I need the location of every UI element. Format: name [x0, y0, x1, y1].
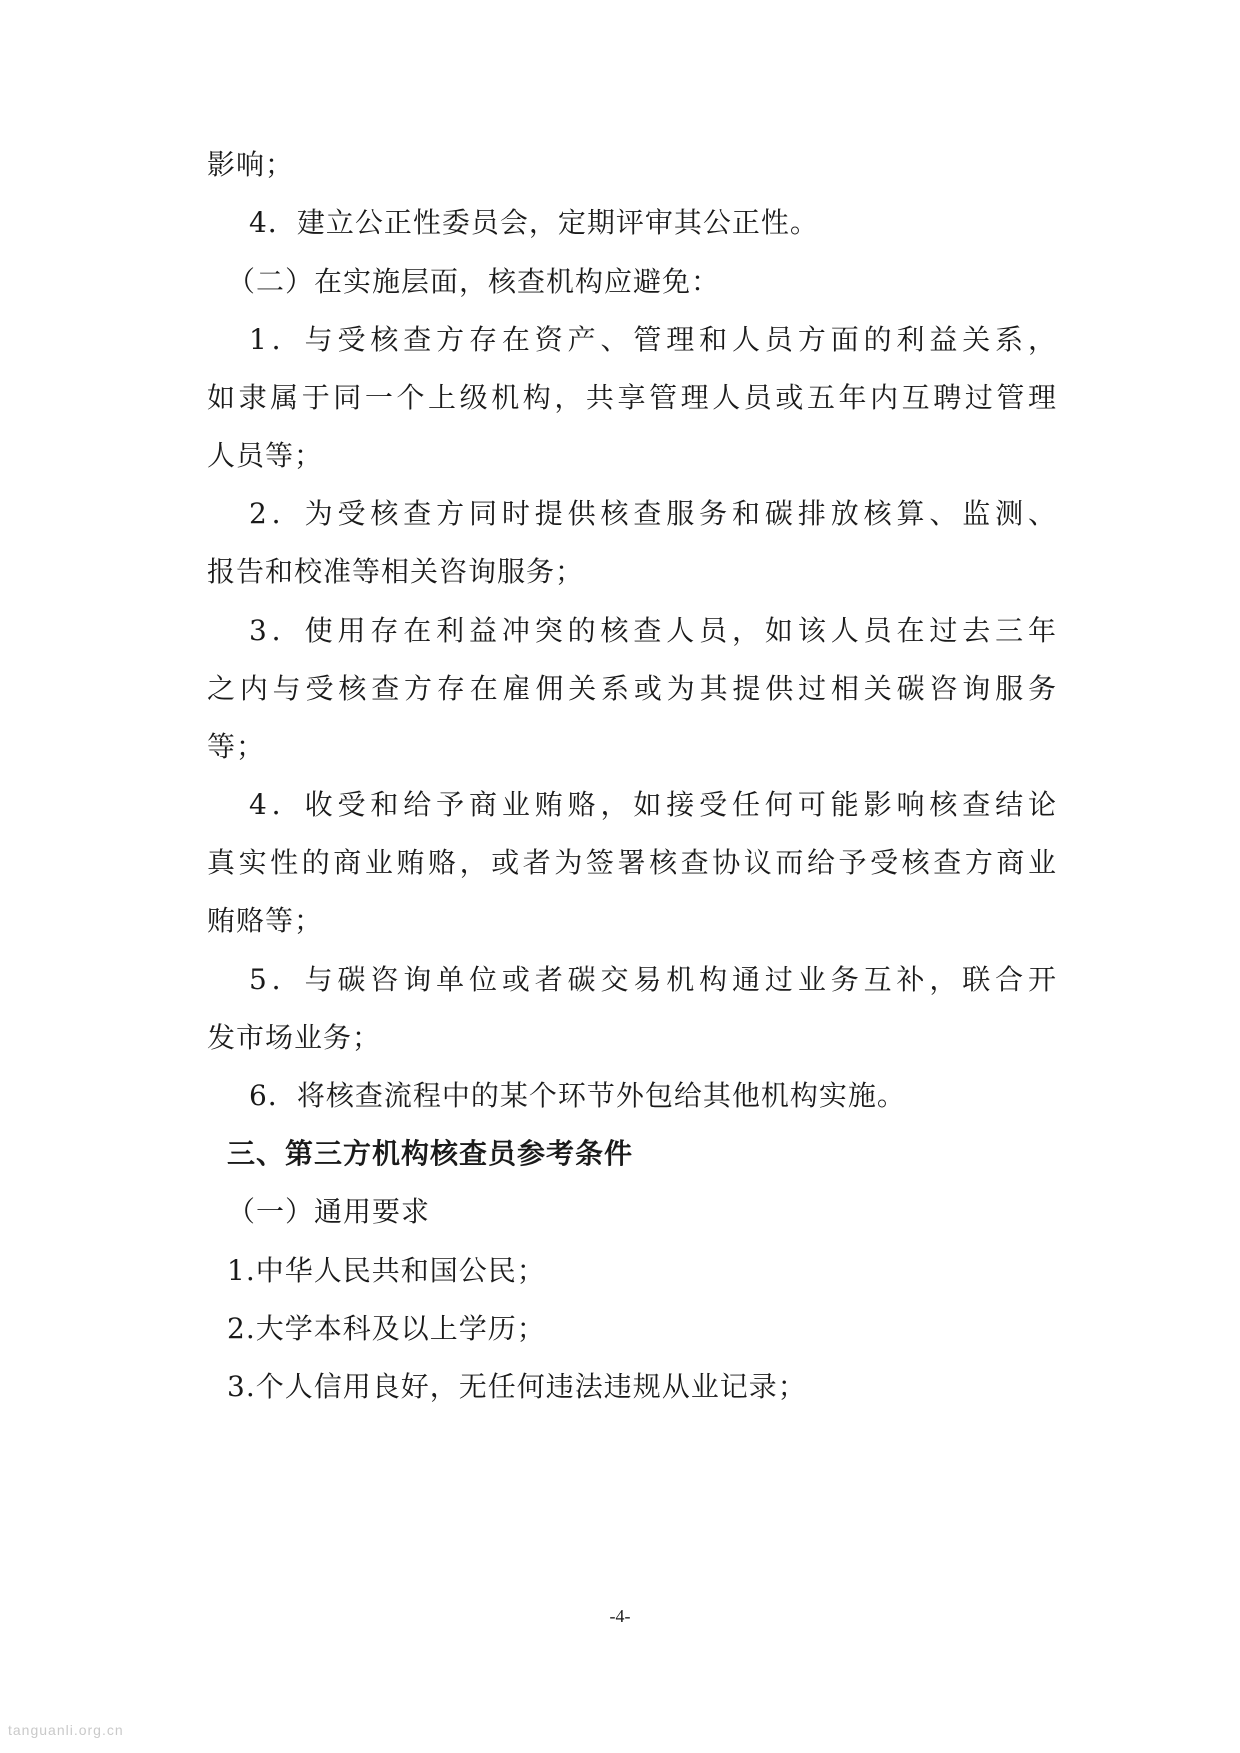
paragraph-line: 如隶属于同一个上级机构，共享管理人员或五年内互聘过管理: [207, 381, 1057, 414]
section-subheading: （二）在实施层面，核查机构应避免：: [227, 265, 721, 298]
paragraph-line: 发市场业务；: [207, 1021, 382, 1054]
list-item: 5．与碳咨询单位或者碳交易机构通过业务互补，联合开: [249, 963, 1057, 996]
paragraph-line: 等；: [207, 730, 266, 763]
paragraph-line: 人员等；: [207, 439, 324, 472]
section-subheading: （一）通用要求: [227, 1195, 431, 1228]
list-item: 4．收受和给予商业贿赂，如接受任何可能影响核查结论: [249, 788, 1057, 821]
list-item: 1．与受核查方存在资产、管理和人员方面的利益关系，: [249, 323, 1057, 356]
paragraph-line: 贿赂等；: [207, 904, 324, 937]
list-item: 3.个人信用良好，无任何违法违规从业记录；: [227, 1370, 807, 1403]
list-item: 3．使用存在利益冲突的核查人员，如该人员在过去三年: [249, 614, 1057, 647]
page-number: -4-: [609, 1606, 631, 1626]
list-item: 1.中华人民共和国公民；: [227, 1254, 546, 1287]
paragraph-line: 报告和校准等相关咨询服务；: [207, 555, 585, 588]
section-heading: 三、第三方机构核查员参考条件: [227, 1137, 634, 1170]
watermark: tanguanli.org.cn: [8, 1722, 124, 1738]
list-item: 2.大学本科及以上学历；: [227, 1312, 546, 1345]
list-item: 2．为受核查方同时提供核查服务和碳排放核算、监测、: [249, 497, 1057, 530]
paragraph-line: 影响；: [207, 148, 295, 181]
list-item: 6．将核查流程中的某个环节外包给其他机构实施。: [249, 1079, 906, 1112]
paragraph-line: 真实性的商业贿赂，或者为签署核查协议而给予受核查方商业: [207, 846, 1057, 879]
paragraph-line: 之内与受核查方存在雇佣关系或为其提供过相关碳咨询服务: [207, 672, 1057, 705]
list-item: 4．建立公正性委员会，定期评审其公正性。: [249, 206, 819, 239]
